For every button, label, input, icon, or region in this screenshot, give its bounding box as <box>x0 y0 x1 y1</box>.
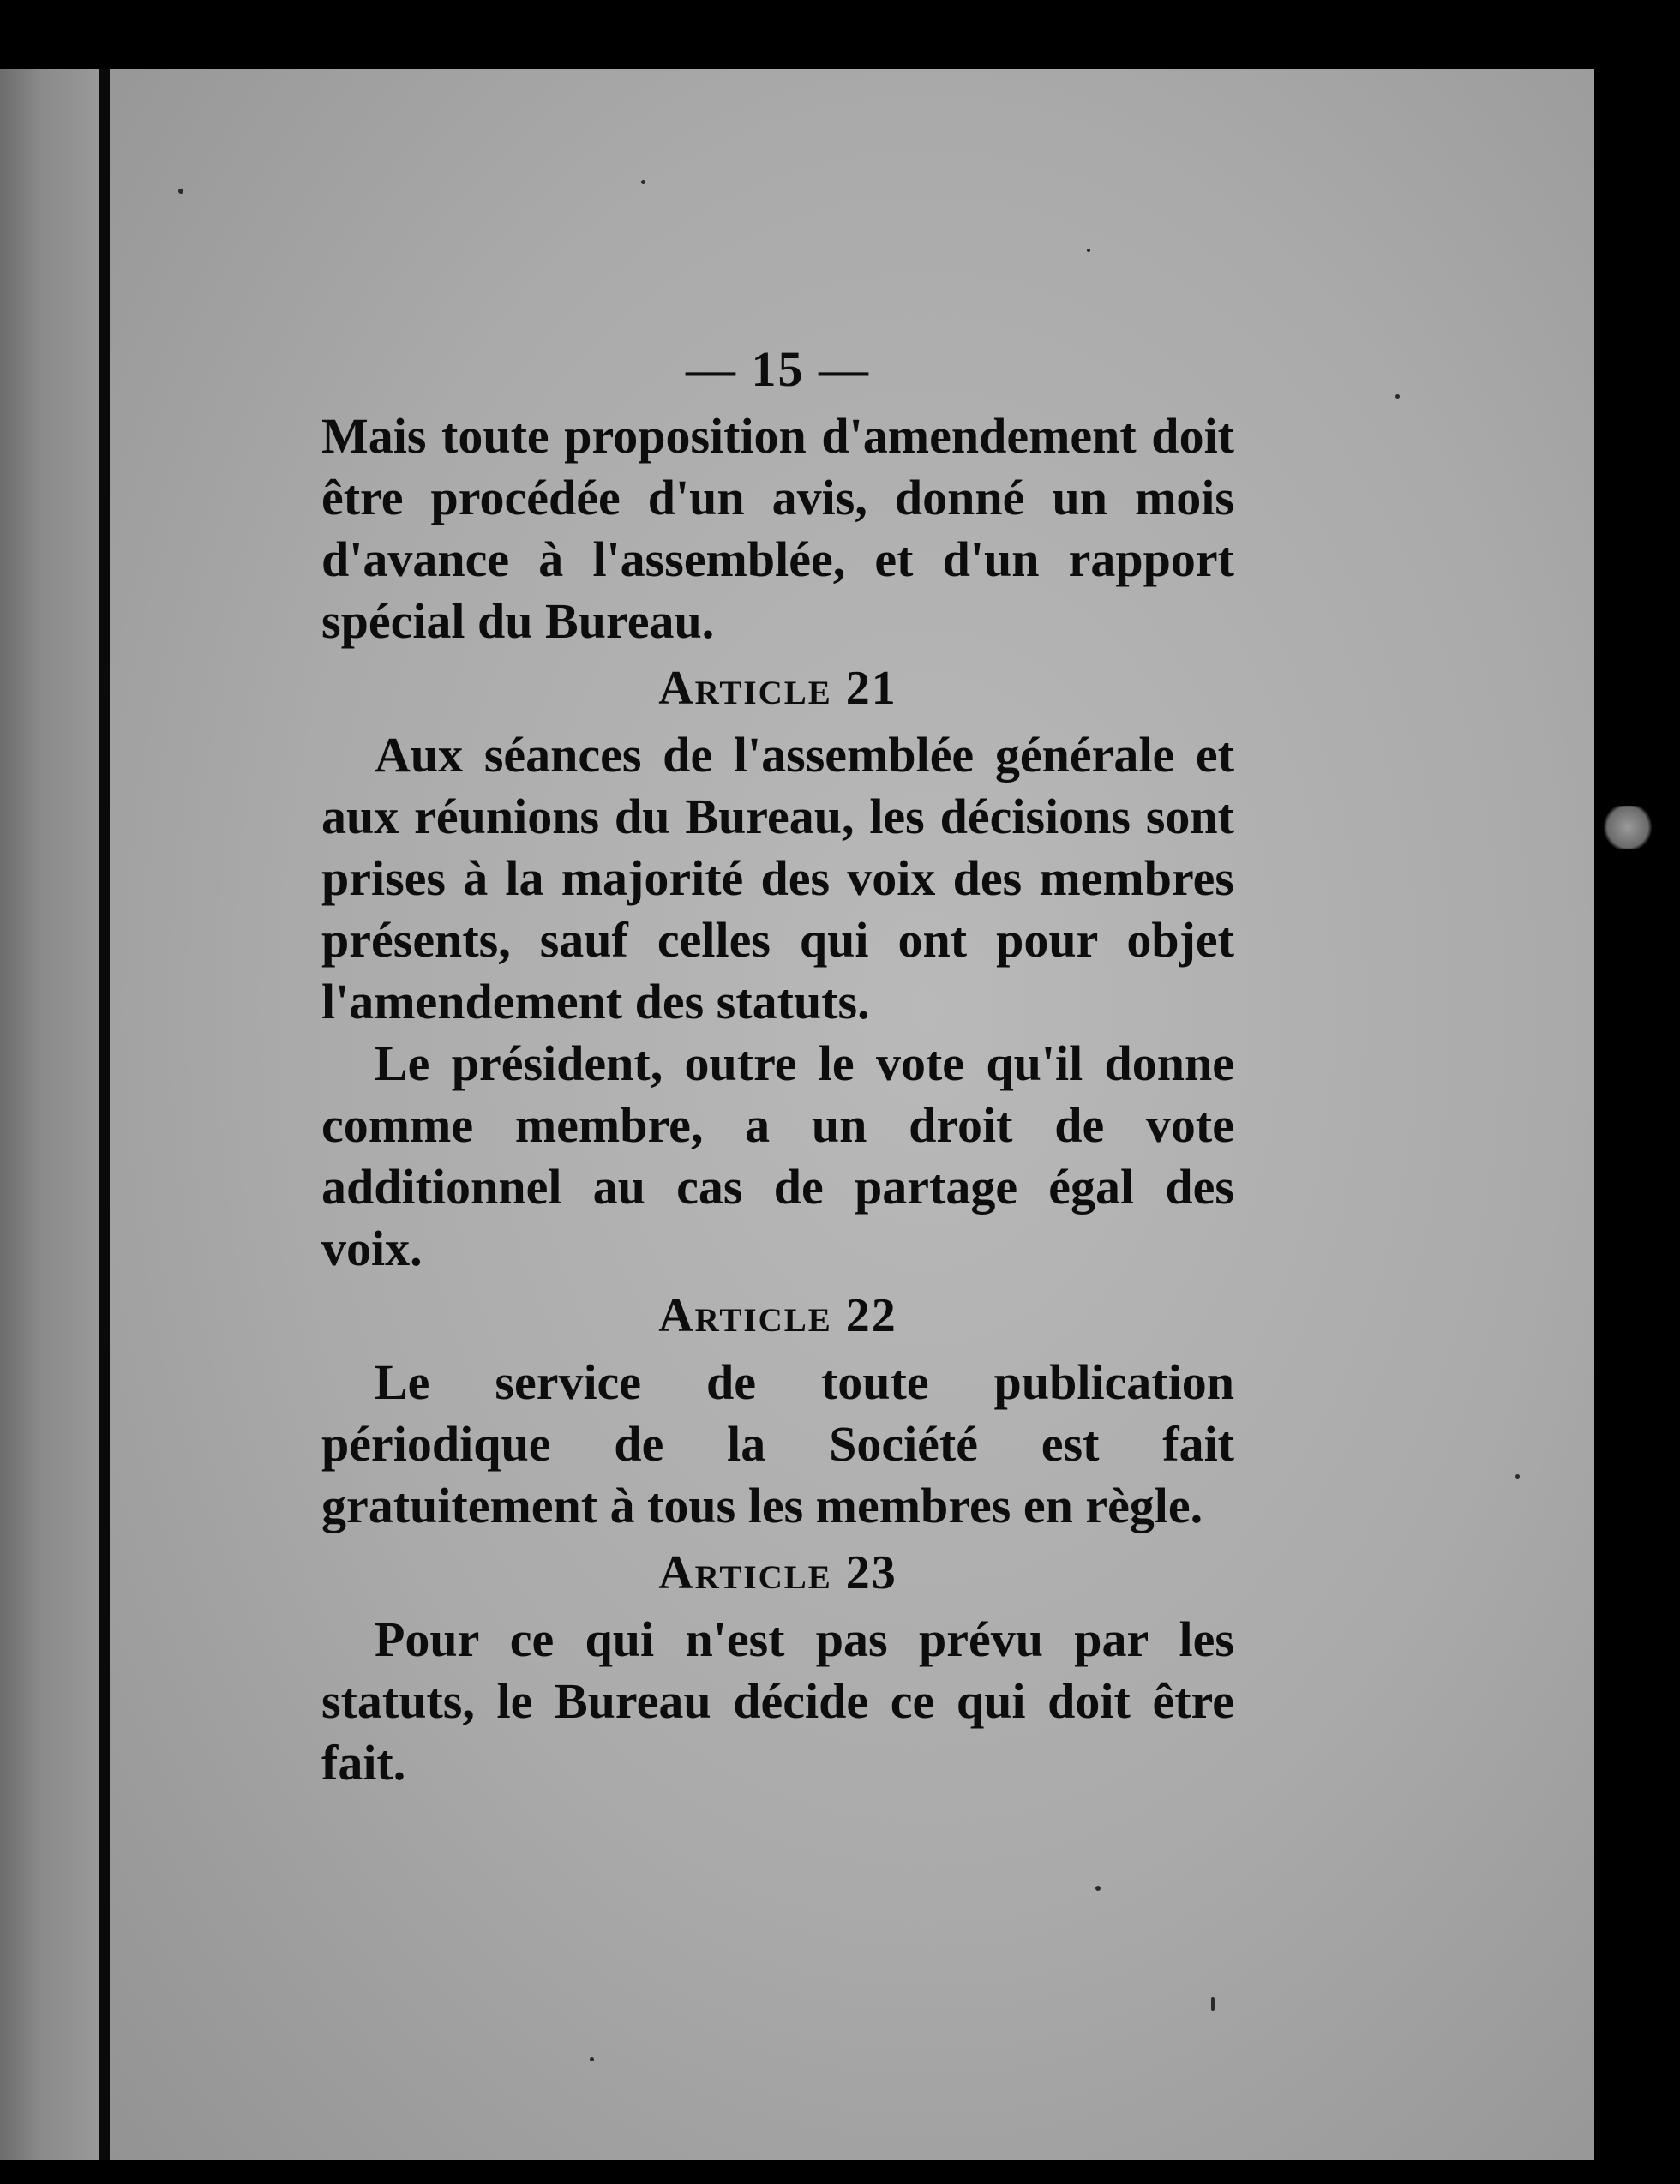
article-21-paragraph-1: Aux séances de l'assemblée générale et aux réunions du Bureau, les décisions sont prises à la majorité des voix des membres présents, sauf celles qui ont pour objet l'amendement des statuts. <box>321 727 1234 1029</box>
binding-gutter <box>99 69 110 2160</box>
article-21-paragraph-2: Le président, outre le vote qu'il donne comme membre, a un droit de vote additionnel au cas de partage égal des voix. <box>321 1035 1234 1276</box>
page-edge-tear <box>1601 806 1654 849</box>
page-text <box>321 339 1234 1794</box>
scan-border-right <box>1596 69 1680 2184</box>
intro-paragraph: Mais toute proposition d'amendement doit être procédée d'un avis, donné un mois d'avance à l'assemblée, et d'un rapport spécial du Bureau. <box>321 408 1234 649</box>
article-22-heading: Article 22 <box>658 1289 897 1342</box>
article-21-heading: Article 21 <box>658 662 897 715</box>
facing-page-edge <box>0 69 101 2160</box>
article-23-heading: Article 23 <box>658 1546 897 1599</box>
page-number: — 15 — <box>686 341 870 397</box>
article-22-paragraph: Le service de toute publication périodique de la Société est fait gratuitement à tous les membres en règle. <box>321 1354 1234 1533</box>
article-23-paragraph: Pour ce qui n'est pas prévu par les statuts, le Bureau décide ce qui doit être fait. <box>321 1611 1234 1791</box>
scan-border-bottom <box>0 2160 1680 2184</box>
